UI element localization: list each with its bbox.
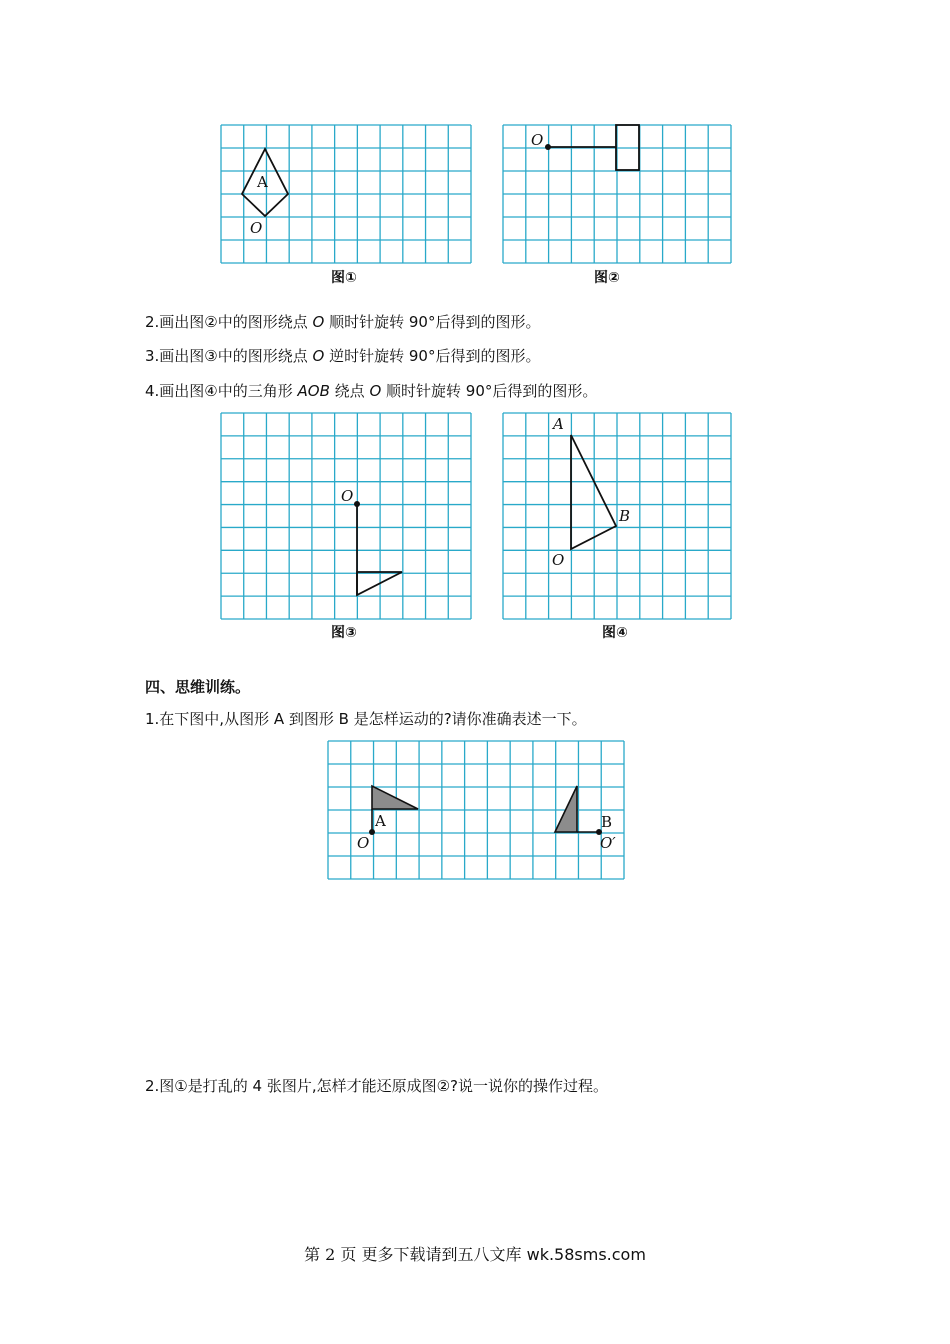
label-a: A [553,415,564,433]
figure-2-grid [502,124,732,264]
section4-question-1: 1.在下图中,从图形 A 到图形 B 是怎样运动的?请你准确表述一下。 [145,710,587,728]
figure-3-grid [220,412,472,620]
label-a: A [375,812,386,830]
label-o: O [531,131,544,149]
label-b: B [601,813,613,831]
label-b: B [619,507,631,525]
label-o-prime: O′ [600,834,616,852]
section-title: 四、思维训练。 [145,678,251,696]
figure-4-caption: 图④ [602,625,628,641]
figure-3-caption: 图③ [331,625,357,641]
footer-url: wk.58sms.com [526,1245,646,1264]
figure-5-grid [327,740,625,880]
point-o [354,501,360,507]
figure-4-grid [502,412,732,620]
figure-1-caption: 图① [331,270,357,286]
triangle-a [372,786,418,809]
question-2: 2.画出图②中的图形绕点 O 顺时针旋转 90°后得到的图形。 [145,313,541,331]
page-footer: 第 2 页 更多下载请到五八文库 wk.58sms.com [304,1245,646,1264]
figure-1-grid [220,124,472,264]
triangle-aob [571,435,616,549]
figure-2-caption: 图② [594,270,620,286]
label-o: O [357,834,370,852]
point-o [545,144,551,150]
label-o: O [552,551,565,569]
label-o: O [341,487,354,505]
triangle-b [555,786,577,832]
label-a: A [257,173,268,191]
section4-question-2: 2.图①是打乱的 4 张图片,怎样才能还原成图②?说一说你的操作过程。 [145,1077,609,1095]
label-o: O [250,219,263,237]
question-4: 4.画出图④中的三角形 AOB 绕点 O 顺时针旋转 90°后得到的图形。 [145,382,598,400]
question-3: 3.画出图③中的图形绕点 O 逆时针旋转 90°后得到的图形。 [145,347,541,365]
